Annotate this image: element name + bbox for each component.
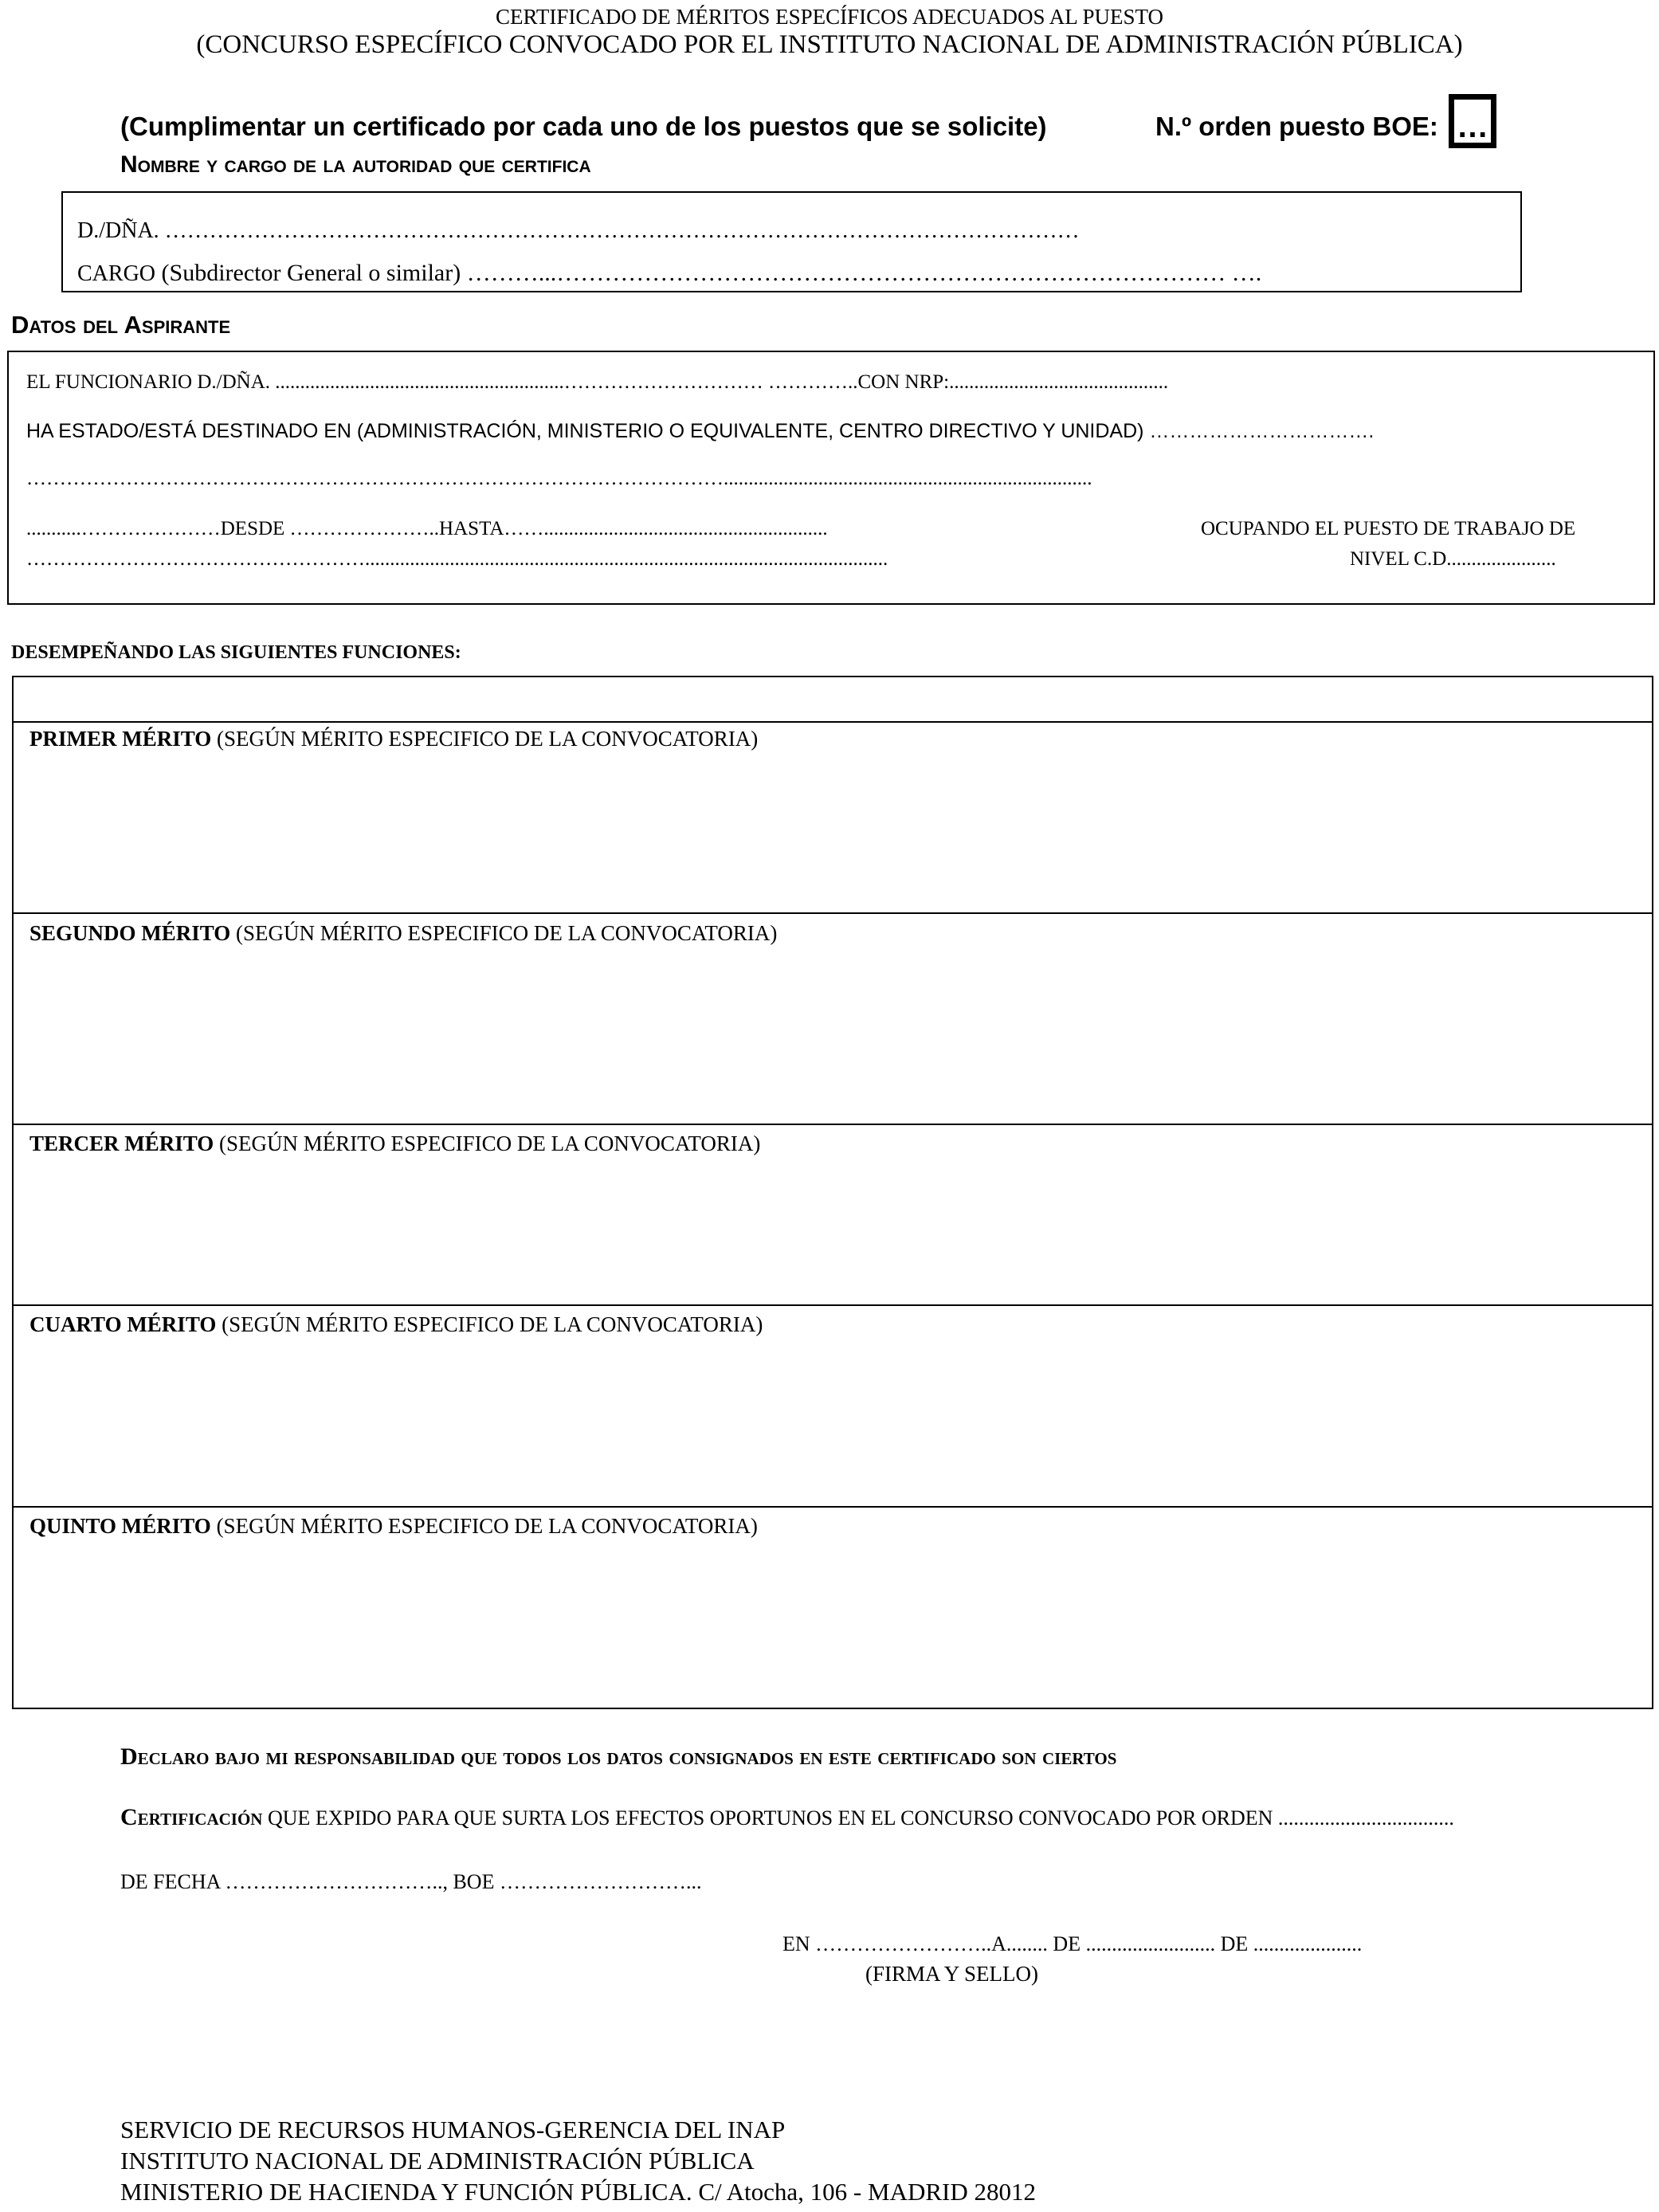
instruction-text: (Cumplimentar un certificado por cada uno de los puestos que se solicite) xyxy=(120,112,1047,141)
authority-cargo-line[interactable] xyxy=(77,260,1261,287)
merit-5-cell[interactable] xyxy=(29,1514,758,1539)
merit-1-cell[interactable] xyxy=(29,727,758,751)
applicant-line-name[interactable]: EL FUNCIONARIO D./DÑA. ..........................................................………………………… …………..CON NRP:............................................ xyxy=(26,371,1169,393)
applicant-line-post[interactable]: ……………………………………………......................................................................................................... xyxy=(26,548,888,570)
functions-heading: DESEMPEÑANDO LAS SIGUIENTES FUNCIONES: xyxy=(11,642,461,663)
declaration-text: Declaro bajo mi responsabilidad que todos los datos consignados en este certificado son ciertos xyxy=(120,1743,1117,1770)
row-divider xyxy=(14,1506,1652,1508)
boe-order-value: … xyxy=(1457,109,1488,144)
applicant-heading: Datos del Aspirante xyxy=(11,311,231,339)
merit-1-title: PRIMER MÉRITO xyxy=(29,727,212,751)
signature-place-line[interactable]: EN ……………………..A........ DE ......................... DE ..................... xyxy=(782,1932,1363,1955)
applicant-level-cd[interactable]: NIVEL C.D...................... xyxy=(1350,548,1556,570)
signature-label: (FIRMA Y SELLO) xyxy=(865,1962,1039,1986)
merit-3-title: TERCER MÉRITO xyxy=(29,1131,214,1155)
applicant-line-destination[interactable]: HA ESTADO/ESTÁ DESTINADO EN (ADMINISTRACIÓN, MINISTERIO O EQUIVALENTE, CENTRO DIRECTIVO Y UNIDAD) ……………………………. xyxy=(26,420,1375,442)
merit-2-title: SEGUNDO MÉRITO xyxy=(29,921,231,945)
boe-order-label: N.º orden puesto BOE: xyxy=(1155,112,1438,141)
authority-cargo-dots: ………...………………………………………………………………………… …. xyxy=(466,260,1262,286)
merit-3-cell[interactable] xyxy=(29,1131,760,1156)
footer-address: MINISTERIO DE HACIENDA Y FUNCIÓN PÚBLICA. C/ Atocha, 106 - MADRID 28012 xyxy=(120,2178,1036,2206)
applicant-box xyxy=(7,351,1655,605)
row-divider xyxy=(14,1304,1652,1306)
footer-institute: INSTITUTO NACIONAL DE ADMINISTRACIÓN PÚBLICA xyxy=(120,2147,755,2175)
merit-4-cell[interactable] xyxy=(29,1312,763,1337)
certification-date-line[interactable]: DE FECHA ………………………….., BOE ………………………... xyxy=(120,1870,702,1893)
footer-service: SERVICIO DE RECURSOS HUMANOS-GERENCIA DEL INAP xyxy=(120,2116,786,2143)
authority-cargo-label: CARGO xyxy=(77,261,156,286)
merit-4-hint: (SEGÚN MÉRITO ESPECIFICO DE LA CONVOCATORIA) xyxy=(222,1312,763,1336)
merit-2-hint: (SEGÚN MÉRITO ESPECIFICO DE LA CONVOCATORIA) xyxy=(236,921,778,945)
boe-order-box[interactable] xyxy=(1449,94,1496,148)
document-title: CERTIFICADO DE MÉRITOS ESPECÍFICOS ADECUADOS AL PUESTO xyxy=(496,5,1163,29)
merit-5-title: QUINTO MÉRITO xyxy=(29,1514,211,1538)
authority-heading: Nombre y cargo de la autoridad que certifica xyxy=(120,151,591,178)
merit-1-hint: (SEGÚN MÉRITO ESPECIFICO DE LA CONVOCATORIA) xyxy=(217,727,759,751)
applicant-line-destination-cont[interactable]: …………………………………………………………………………………………….......................................................................... xyxy=(26,468,1092,489)
merit-4-title: CUARTO MÉRITO xyxy=(29,1312,217,1336)
authority-cargo-hint: (Subdirector General o similar) xyxy=(161,260,461,286)
document-subtitle: (CONCURSO ESPECÍFICO CONVOCADO POR EL INSTITUTO NACIONAL DE ADMINISTRACIÓN PÚBLICA) xyxy=(196,30,1463,59)
certification-line xyxy=(120,1804,1454,1831)
functions-table xyxy=(12,676,1653,1709)
certification-text[interactable]: QUE EXPIDO PARA QUE SURTA LOS EFECTOS OPORTUNOS EN EL CONCURSO CONVOCADO POR ORDEN .................................. xyxy=(267,1806,1454,1830)
merit-2-cell[interactable] xyxy=(29,921,777,946)
applicant-post-label: OCUPANDO EL PUESTO DE TRABAJO DE xyxy=(1201,518,1576,539)
merit-5-hint: (SEGÚN MÉRITO ESPECIFICO DE LA CONVOCATORIA) xyxy=(216,1514,758,1538)
row-divider xyxy=(14,912,1652,914)
certification-lead: Certificación xyxy=(120,1804,263,1830)
authority-box xyxy=(61,191,1522,292)
authority-name-line[interactable]: D./DÑA. …………………………………………………………………………………………………………… xyxy=(77,218,1080,243)
applicant-line-dates[interactable]: ...........…………………DESDE …………………..HASTA……......................................................... xyxy=(26,518,828,539)
row-divider xyxy=(14,1124,1652,1125)
merit-3-hint: (SEGÚN MÉRITO ESPECIFICO DE LA CONVOCATORIA) xyxy=(219,1131,761,1155)
row-divider xyxy=(14,721,1652,723)
